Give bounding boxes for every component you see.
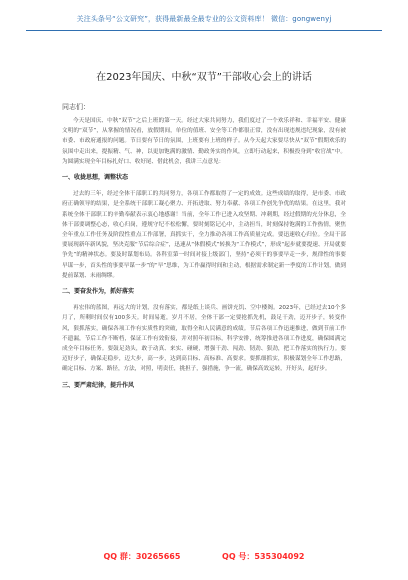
section-2-paragraph: 再宏伟的蓝图，再远大的计划，没有落实，都是纸上谈兵、画饼充饥、空中楼阁。2023年，已经过去10个多月了，所剩时间仅有100多天。时间易逝，岁月不居，全体干部一定要抢抓先机，鼓足干劲，迈开步子，转变作风，狠抓落实，确保各项工作有实质性的突破，取得全和人民满意的成绩。节后各项工作迅速推进，做到节前工作不遗漏，节后工作不断档，保证工作有效衔接，并对照年初目标，科学安排，统筹推进各项工作进度，确保圆满完成全年目标任务。要鼓足劲头，敢于动真、来实、碰硬，增强干劲、闯劲、韧劲、狠劲，把工作落实的执行力。要迈好步子，确保走稳步，迈大步，高一步，达到高目标、高标准、高要求。要抓细抓实，积极谋划全年工作思路，确定目标、方案、路径，方法，对照，明责任，挑担子，强措施，争一流，确保高效运转，开好头，起好步。 [62,305,346,373]
header-banner: 关注头条号“公文研究”，获得最新最全最专业的公文资料库！ 微信：gongwenyj [76,15,332,23]
intro-paragraph: 今天是国庆、中秋“双节”之后上班的第一天。经过大家共同努力，我们度过了一个欢乐祥和、幸福平安、健康文明的“双节”，从掌握的情况看，放假期间，单位的值班、安全等工作都很正常，没有出现违规违纪现象，没有被市委、市政府通报的问题。节日要有节日的氛围，上班要有上班的样子。从今天起大家要尽快从“双节”假期欢乐的氛围中走出来，提振精、气、神，以更加饱满的激情、勤政务实的作风，立即行动起来，积极投身到“收官战”中。为圆满实现全年目标扎好口、收好尾、借此机会，我讲三点意见： [62,118,346,165]
header-divider [26,30,382,31]
section-1-paragraph: 过去的三年，经过全体干部职工的共同努力，各项工作都取得了一定的成效。这些成绩的取得，是市委、市政府正确领导的结果，是全系统干部职工凝心聚力、开拓进取、努力奉献、各项工作创先争优的结果。在这里，我对系统全体干部职工的辛勤奉献表示衷心地感谢！当前，全年工作已进入攻坚期、冲刺期，经过假期的充分休息，全体干部要调整心态，收心归岗，遵规守纪不松松懈，要时刻铭记心中，主动担当，时刻保持饱满的工作热情，聚焦全年重点工作任务及阶段性重点工作部署，真抓实干，全力推动各项工作高质量完成。要迅速收心归位。全局干部要展现新年新风貌，坚决克服“节后综合症”，迅速从“休假模式”转换为“工作模式”，形成“起步就要提速、开局就要争先”的精神状态。要及时谋划布局。各科室第一时间对接上级部门，坚持“必须干的事要早走一步，规律性的事要早谋一步，首头性的事要早谋一步”的“早”思维，为工作赢得时间和主动，根据需求制定新一季度的工作计划，做到提前谋划、未雨绸缪。 [62,191,346,279]
section-heading-2: 二、要奋发作为，抓好落实 [62,288,135,296]
salutation: 同志们： [62,103,90,111]
document-title: 在2023年国庆、中秋“双节”干部收心会上的讲话 [96,72,312,83]
section-heading-1: 一、收拢思想，调整状态 [62,174,129,182]
footer-qq-number: QQ 号：535304092 [222,552,305,561]
section-heading-3: 三、要严肃纪律，提升作风 [62,381,135,389]
footer-qq-group: QQ 群：30265665 [103,552,181,561]
footer-contact [0,551,408,562]
document-body [62,116,346,397]
